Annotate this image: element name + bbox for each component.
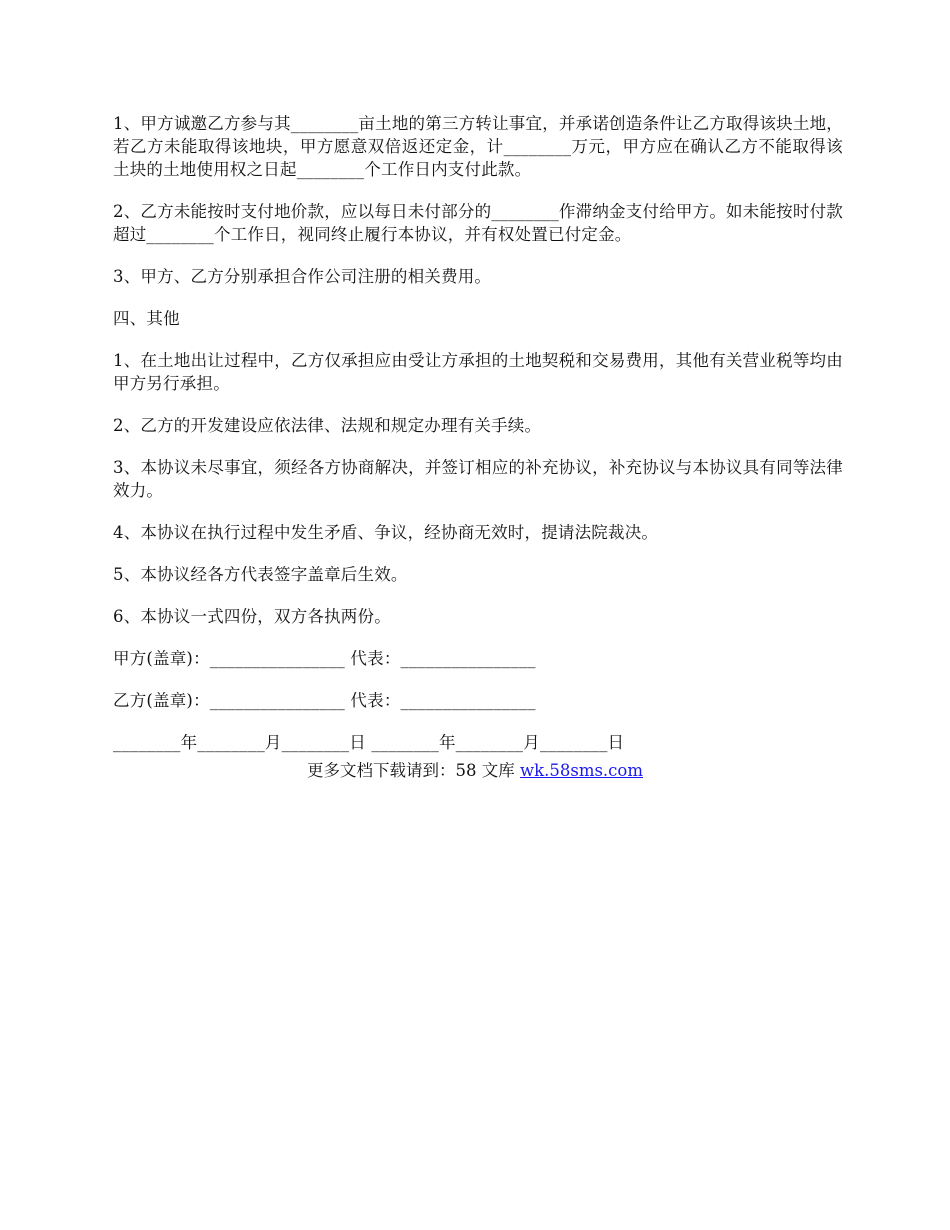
footer-link[interactable]: wk.58sms.com <box>519 761 643 780</box>
clause-procedures: 2、乙方的开发建设应依法律、法规和规定办理有关手续。 <box>113 416 542 435</box>
document-body <box>113 112 843 773</box>
clause-effectiveness: 5、本协议经各方代表签字盖章后生效。 <box>113 565 408 584</box>
clause-registration-fees: 3、甲方、乙方分别承担合作公司注册的相关费用。 <box>113 267 492 286</box>
clause-land-transfer: 1、甲方诚邀乙方参与其________亩土地的第三方转让事宜，并承诺创造条件让乙方取得该块土地，若乙方未能取得该地块，甲方愿意双倍返还定金，计________万元，甲方应在确认乙方不能取得该土块的土地使用权之日起________个工作日内支付此款。 <box>113 114 843 179</box>
signature-party-b: 乙方(盖章)：________________ 代表：________________ <box>113 691 536 710</box>
footer <box>0 759 950 782</box>
clause-copies: 6、本协议一式四份，双方各执两份。 <box>113 607 391 626</box>
footer-text: 更多文档下载请到：58 文库 <box>306 761 520 780</box>
clause-late-payment: 2、乙方未能按时支付地价款，应以每日未付部分的________作滞纳金支付给甲方。如未能按时付款超过________个工作日，视同终止履行本协议，并有权处置已付定金。 <box>113 202 843 244</box>
clause-disputes: 4、本协议在执行过程中发生矛盾、争议，经协商无效时，提请法院裁决。 <box>113 523 659 542</box>
clause-taxes: 1、在土地出让过程中，乙方仅承担应由受让方承担的土地契税和交易费用，其他有关营业税等均由甲方另行承担。 <box>113 351 843 393</box>
clause-supplementary: 3、本协议未尽事宜，须经各方协商解决，并签订相应的补充协议，补充协议与本协议具有同等法律效力。 <box>113 458 843 500</box>
section-heading-other: 四、其他 <box>113 309 180 328</box>
signature-dates: ________年________月________日 ________年________月________日 <box>113 733 625 752</box>
signature-party-a: 甲方(盖章)：________________ 代表：________________ <box>113 649 536 668</box>
